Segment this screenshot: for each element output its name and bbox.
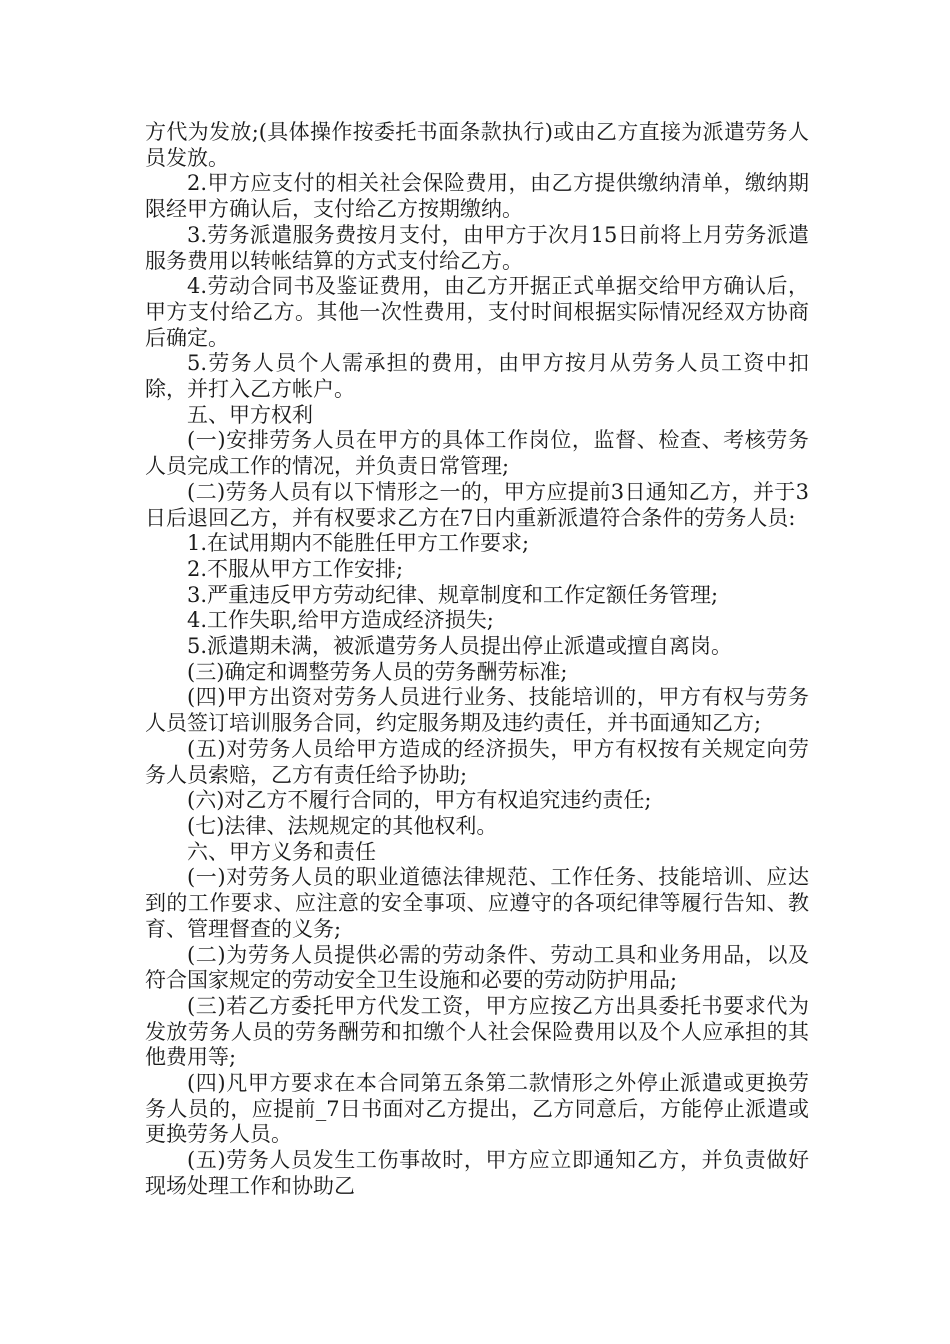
- paragraph: (二)为劳务人员提供必需的劳动条件、劳动工具和业务用品，以及符合国家规定的劳动安全卫生设施和必要的劳动防护用品;: [145, 942, 809, 993]
- paragraph: (三)若乙方委托甲方代发工资，甲方应按乙方出具委托书要求代为发放劳务人员的劳务酬劳和扣缴个人社会保险费用以及个人应承担的其他费用等;: [145, 993, 809, 1070]
- paragraph: (六)对乙方不履行合同的，甲方有权追究违约责任;: [187, 788, 652, 813]
- paragraph: (四)凡甲方要求在本合同第五条第二款情形之外停止派遣或更换劳务人员的，应提前_7日书面对乙方提出，乙方同意后，方能停止派遣或更换劳务人员。: [145, 1071, 809, 1147]
- paragraph: 5.劳务人员个人需承担的费用，由甲方按月从劳务人员工资中扣除，并打入乙方帐户。: [145, 351, 809, 402]
- paragraph: (四)甲方出资对劳务人员进行业务、技能培训的，甲方有权与劳务人员签订培训服务合同，约定服务期及违约责任，并书面通知乙方;: [145, 685, 809, 736]
- paragraph: (七)法律、法规规定的其他权利。: [187, 813, 498, 838]
- paragraph: 3.劳务派遣服务费按月支付，由甲方于次月15日前将上月劳务派遣服务费用以转帐结算的方式支付给乙方。: [145, 222, 809, 273]
- paragraph: (二)劳务人员有以下情形之一的，甲方应提前3日通知乙方，并于3日后退回乙方，并有权要求乙方在7日内重新派遣符合条件的劳务人员:: [145, 479, 809, 530]
- paragraph: (五)对劳务人员给甲方造成的经济损失，甲方有权按有关规定向劳务人员索赔，乙方有责任给予协助;: [145, 736, 809, 787]
- paragraph: 方代为发放;(具体操作按委托书面条款执行)或由乙方直接为派遣劳务人员发放。: [145, 120, 809, 170]
- list-item: 4.工作失职,给甲方造成经济损失;: [187, 608, 494, 633]
- section-heading: 六、甲方义务和责任: [187, 839, 376, 864]
- section-heading: 五、甲方权利: [187, 402, 313, 427]
- paragraph: (五)劳务人员发生工伤事故时，甲方应立即通知乙方，并负责做好现场处理工作和协助乙: [145, 1148, 809, 1198]
- paragraph: (一)安排劳务人员在甲方的具体工作岗位，监督、检查、考核劳务人员完成工作的情况，并负责日常管理;: [145, 428, 809, 479]
- list-item: 2.不服从甲方工作安排;: [187, 556, 404, 581]
- paragraph: (三)确定和调整劳务人员的劳务酬劳标准;: [187, 659, 568, 684]
- paragraph: 4.劳动合同书及鉴证费用，由乙方开据正式单据交给甲方确认后，甲方支付给乙方。其他一次性费用，支付时间根据实际情况经双方协商后确定。: [145, 274, 809, 350]
- paragraph: 2.甲方应支付的相关社会保险费用，由乙方提供缴纳清单，缴纳期限经甲方确认后，支付给乙方按期缴纳。: [145, 171, 809, 222]
- list-item: 3.严重违反甲方劳动纪律、规章制度和工作定额任务管理;: [187, 582, 719, 607]
- list-item: 5.派遣期未满，被派遣劳务人员提出停止派遣或擅自离岗。: [187, 634, 733, 659]
- paragraph: (一)对劳务人员的职业道德法律规范、工作任务、技能培训、应达到的工作要求、应注意的安全事项、应遵守的各项纪律等履行告知、教育、管理督查的义务;: [145, 865, 809, 941]
- list-item: 1.在试用期内不能胜任甲方工作要求;: [187, 531, 530, 556]
- document-body: [145, 120, 809, 1200]
